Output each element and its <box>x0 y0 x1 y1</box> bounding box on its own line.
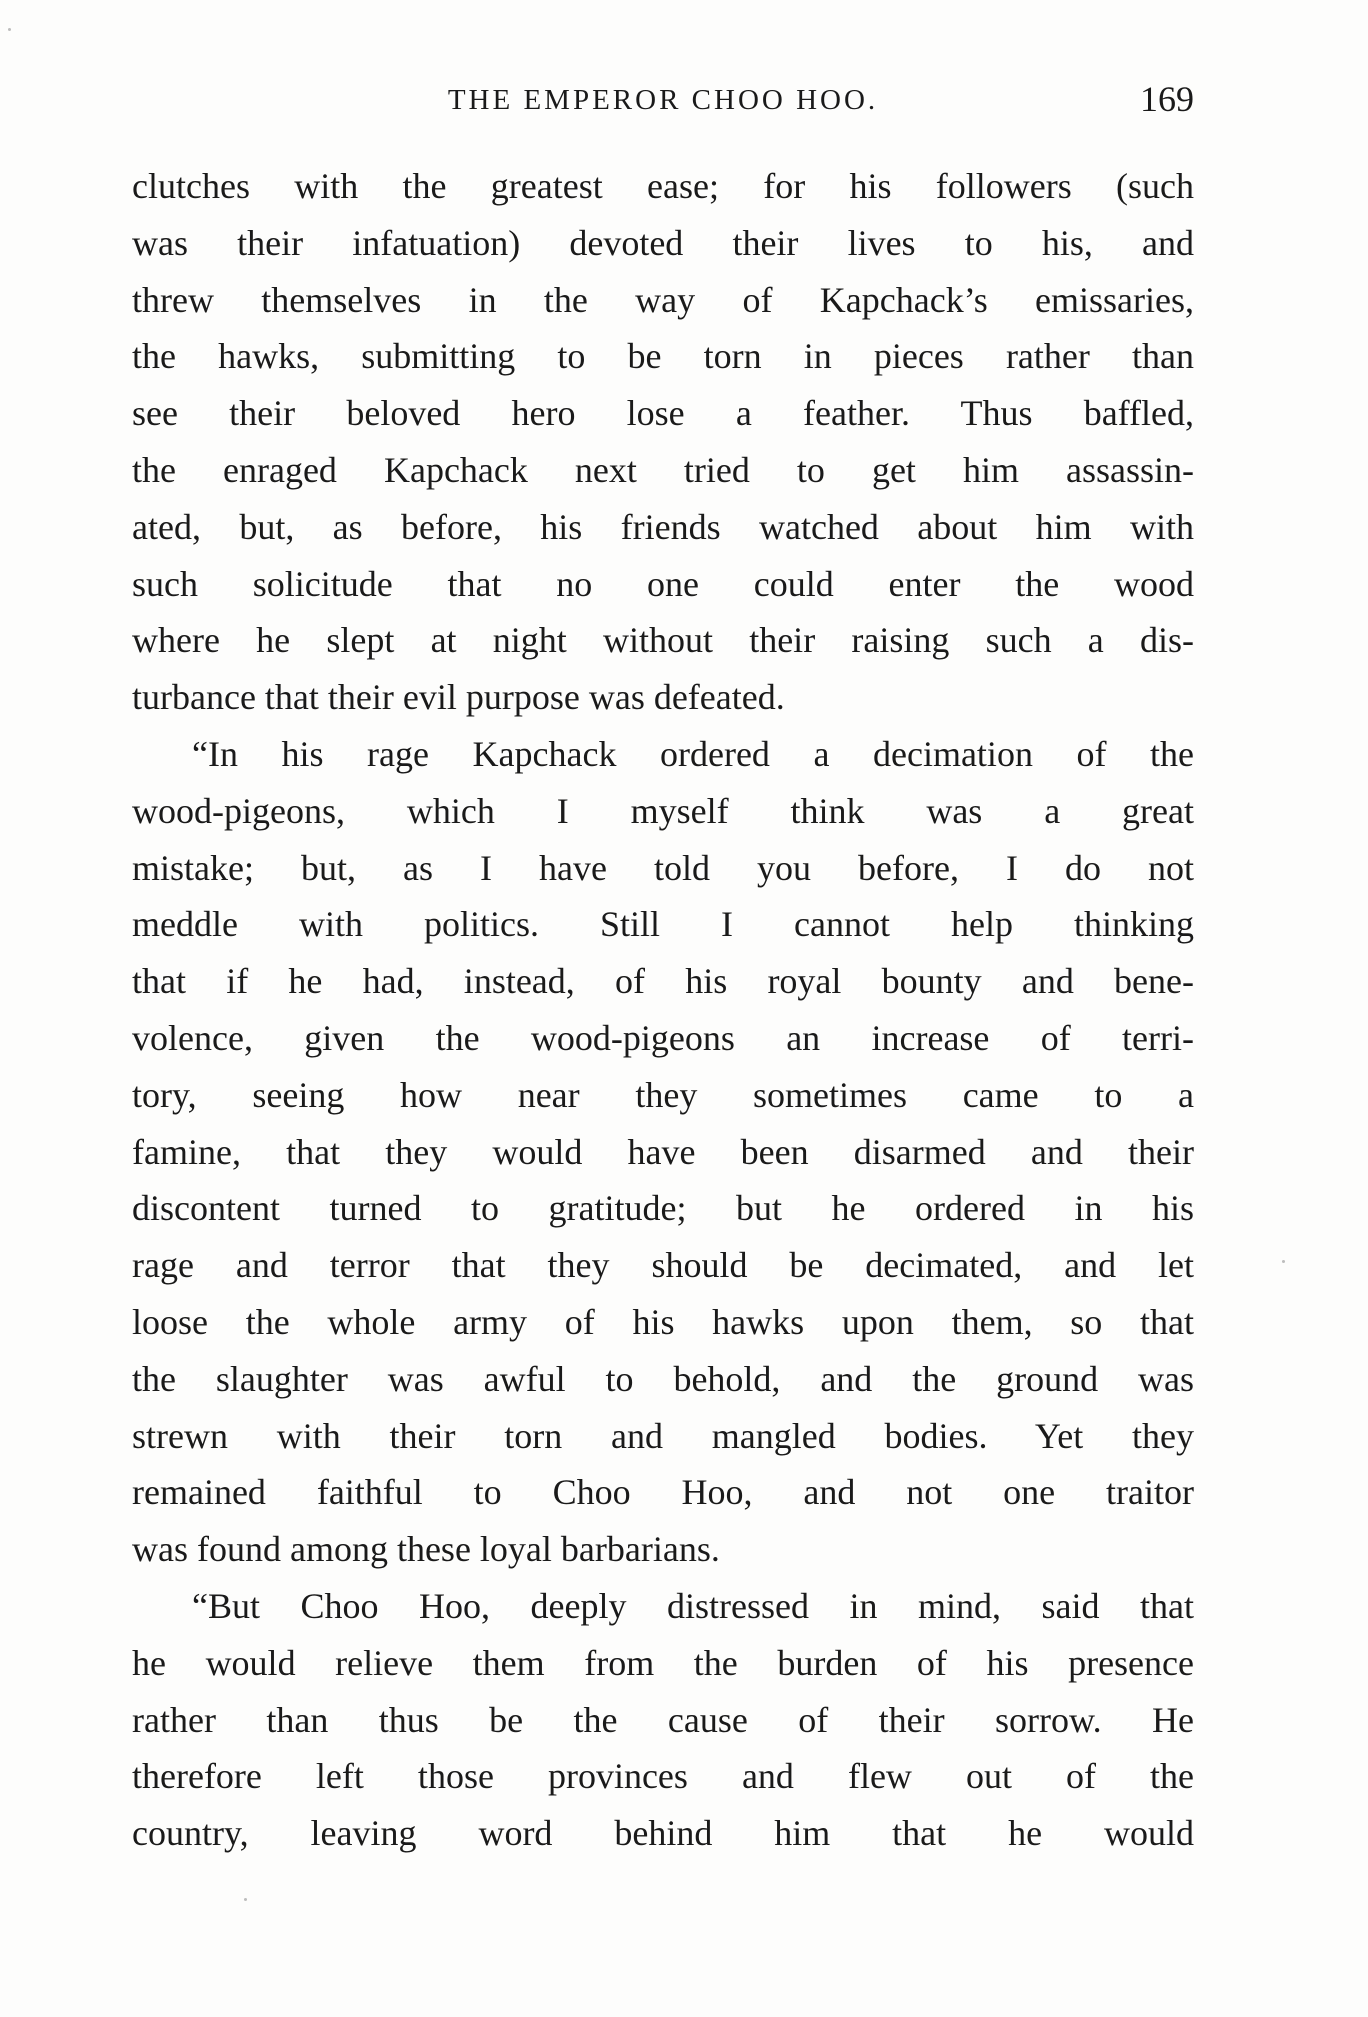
text-line: was found among these loyal barbarians. <box>132 1529 720 1570</box>
text-line: “But Choo Hoo, deeply distressed in mind, said that <box>192 1585 1194 1626</box>
paragraph <box>132 158 1194 726</box>
paragraph <box>132 1578 1194 1862</box>
text-line: volence, given the wood-pigeons an increase of terri- <box>132 1017 1194 1058</box>
text-line: ated, but, as before, his friends watched about him with <box>132 506 1194 547</box>
text-line: see their beloved hero lose a feather. Thus baffled, <box>132 393 1194 434</box>
scan-speck <box>244 1898 247 1901</box>
text-line: therefore left those provinces and flew out of the <box>132 1756 1194 1797</box>
text-line: mistake; but, as I have told you before, I do not <box>132 847 1194 888</box>
scan-speck <box>8 28 11 31</box>
text-line: he would relieve them from the burden of his presence <box>132 1642 1194 1683</box>
running-title: THE EMPEROR CHOO HOO. <box>447 84 879 116</box>
text-line: remained faithful to Choo Hoo, and not one traitor <box>132 1472 1194 1513</box>
text-line: the hawks, submitting to be torn in pieces rather than <box>132 336 1194 377</box>
scan-speck <box>1282 1260 1285 1263</box>
text-line: rage and terror that they should be decimated, and let <box>132 1245 1194 1286</box>
text-line: “In his rage Kapchack ordered a decimation of the <box>192 733 1194 774</box>
text-line: strewn with their torn and mangled bodies. Yet they <box>132 1415 1194 1456</box>
paragraph <box>132 726 1194 1578</box>
text-line: where he slept at night without their raising such a dis- <box>132 620 1194 661</box>
text-line: was their infatuation) devoted their lives to his, and <box>132 222 1194 263</box>
text-line: such solicitude that no one could enter the wood <box>132 563 1194 604</box>
text-line: rather than thus be the cause of their sorrow. He <box>132 1699 1194 1740</box>
running-head <box>132 78 1194 128</box>
text-line: tory, seeing how near they sometimes came to a <box>132 1074 1194 1115</box>
text-line: discontent turned to gratitude; but he ordered in his <box>132 1188 1194 1229</box>
text-line: turbance that their evil purpose was defeated. <box>132 677 785 718</box>
page-number: 169 <box>1140 79 1194 119</box>
text-line: meddle with politics. Still I cannot help thinking <box>132 904 1194 945</box>
text-line: clutches with the greatest ease; for his followers (such <box>132 166 1194 206</box>
text-line: famine, that they would have been disarmed and their <box>132 1131 1194 1172</box>
text-line: that if he had, instead, of his royal bounty and bene- <box>132 961 1194 1002</box>
text-line: the enraged Kapchack next tried to get him assassin- <box>132 449 1194 490</box>
body-text <box>132 158 1194 1862</box>
text-line: threw themselves in the way of Kapchack’s emissaries, <box>132 279 1194 320</box>
text-line: country, leaving word behind him that he would <box>132 1813 1194 1854</box>
text-line: wood-pigeons, which I myself think was a great <box>132 790 1194 831</box>
text-line: the slaughter was awful to behold, and the ground was <box>132 1358 1194 1399</box>
text-line: loose the whole army of his hawks upon them, so that <box>132 1301 1194 1342</box>
